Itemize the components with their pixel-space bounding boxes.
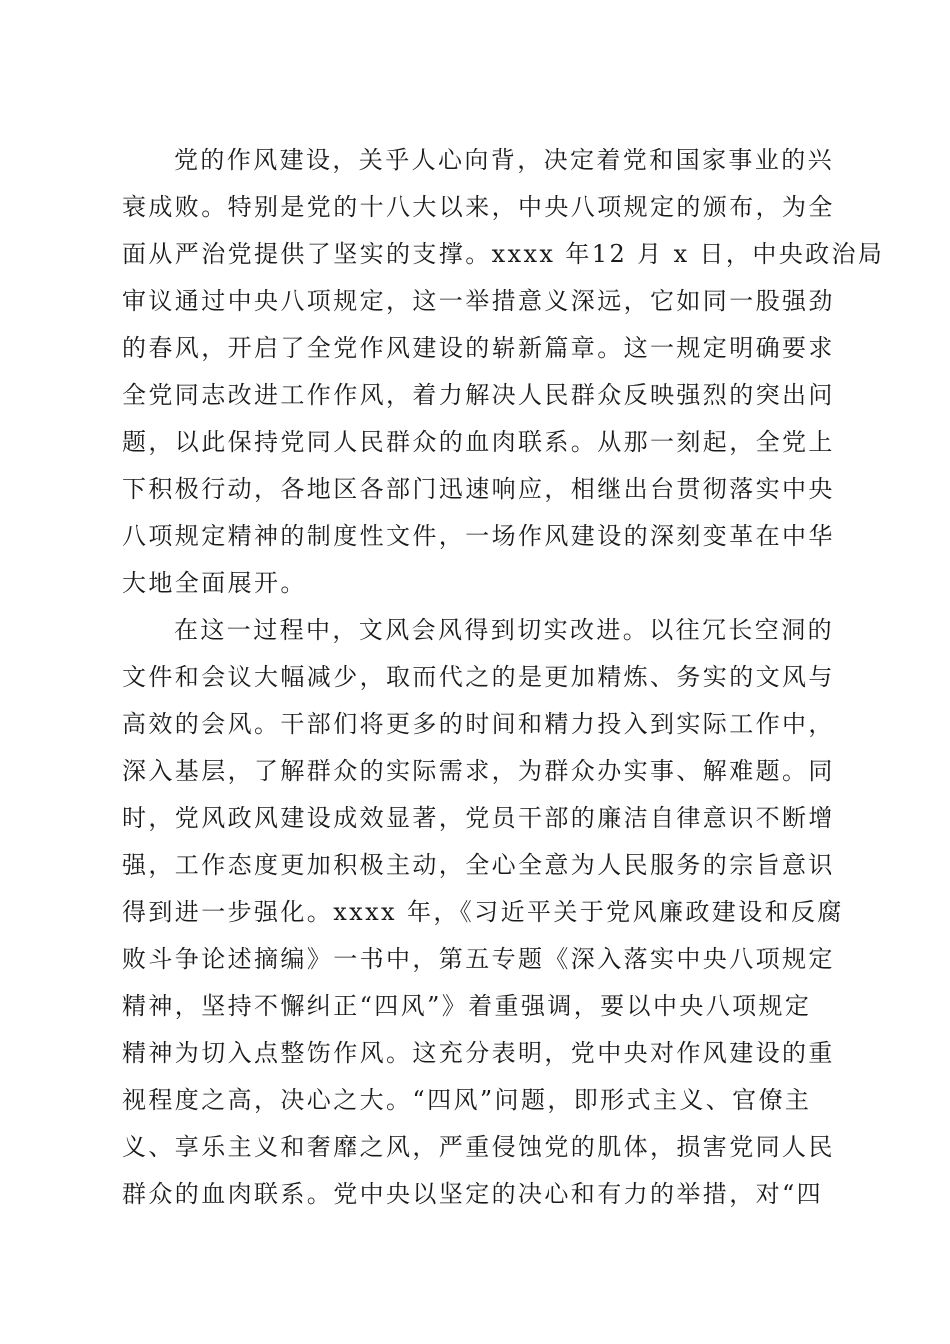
text-line: 深入基层，了解群众的实际需求，为群众办实事、解难题。同	[122, 757, 835, 785]
paragraph-1	[122, 137, 885, 607]
text-line: 败斗争论述摘编》一书中，第五专题《深入落实中央八项规定	[122, 945, 835, 973]
document-body	[122, 137, 885, 1218]
text-line: 八项规定精神的制度性文件，一场作风建设的深刻变革在中华	[122, 522, 835, 550]
text-line: 群众的血肉联系。党中央以坚定的决心和有力的举措，对“四	[122, 1180, 824, 1208]
text-line: 义、享乐主义和奢靡之风，严重侵蚀党的肌体，损害党同人民	[122, 1133, 835, 1161]
text-line: 面从严治党提供了坚实的支撑。xxxx 年12 月 x 日，中央政治局	[122, 240, 885, 268]
text-line: 得到进一步强化。xxxx 年，《习近平关于党风廉政建设和反腐	[122, 898, 844, 926]
text-line: 高效的会风。干部们将更多的时间和精力投入到实际工作中，	[122, 710, 835, 738]
text-line: 视程度之高，决心之大。“四风”问题，即形式主义、官僚主	[122, 1086, 812, 1114]
text-line: 全党同志改进工作作风，着力解决人民群众反映强烈的突出问	[122, 381, 835, 409]
text-line: 强，工作态度更加积极主动，全心全意为人民服务的宗旨意识	[122, 851, 835, 879]
text-line: 文件和会议大幅减少，取而代之的是更加精炼、务实的文风与	[122, 663, 835, 691]
text-line: 精神，坚持不懈纠正“四风”》着重强调，要以中央八项规定	[122, 992, 812, 1020]
text-line: 精神为切入点整饬作风。这充分表明，党中央对作风建设的重	[122, 1039, 835, 1067]
paragraph-2	[122, 607, 844, 1218]
text-line: 下积极行动，各地区各部门迅速响应，相继出台贯彻落实中央	[122, 475, 835, 503]
text-line: 审议通过中央八项规定，这一举措意义深远，它如同一股强劲	[122, 287, 835, 315]
text-line: 大地全面展开。	[122, 569, 307, 597]
text-line: 的春风，开启了全党作风建设的崭新篇章。这一规定明确要求	[122, 334, 835, 362]
text-line: 题，以此保持党同人民群众的血肉联系。从那一刻起，全党上	[122, 428, 835, 456]
text-line: 时，党风政风建设成效显著，党员干部的廉洁自律意识不断增	[122, 804, 835, 832]
text-line: 在这一过程中，文风会风得到切实改进。以往冗长空洞的	[174, 616, 834, 644]
text-line: 衰成败。特别是党的十八大以来，中央八项规定的颁布，为全	[122, 193, 835, 221]
text-line: 党的作风建设，关乎人心向背，决定着党和国家事业的兴	[174, 146, 834, 174]
